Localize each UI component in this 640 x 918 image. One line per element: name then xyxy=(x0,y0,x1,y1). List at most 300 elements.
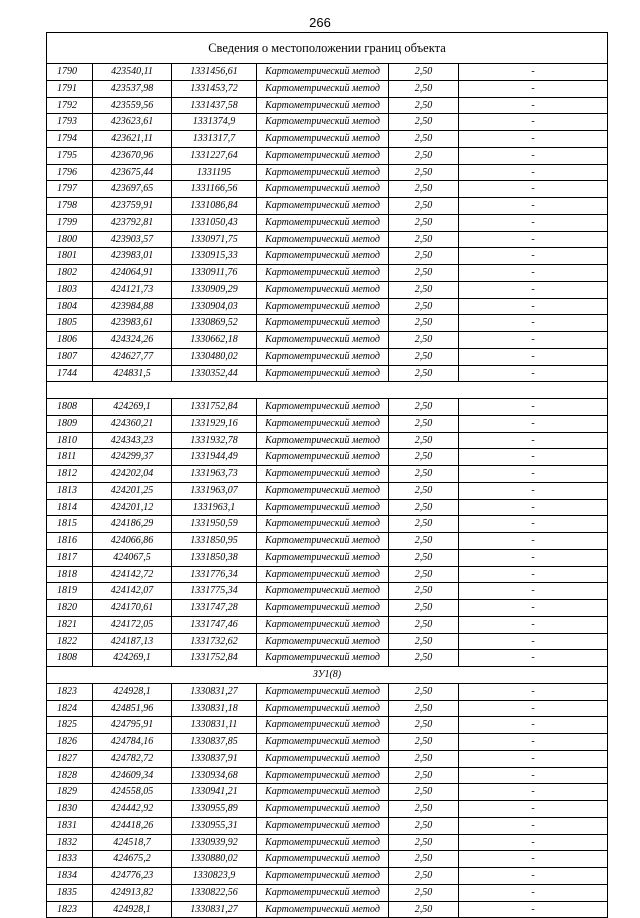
method-cell: Картометрический метод xyxy=(257,98,389,114)
method-cell: Картометрический метод xyxy=(257,567,389,583)
y-coordinate-cell: 1330662,18 xyxy=(172,332,257,348)
x-coordinate-cell: 423984,88 xyxy=(93,299,172,315)
accuracy-cell: 2,50 xyxy=(389,583,459,599)
description-cell: - xyxy=(531,551,535,563)
y-coordinate-cell: 1330955,89 xyxy=(172,801,257,817)
point-number-cell: 1823 xyxy=(47,684,93,700)
description-cell: - xyxy=(531,618,535,630)
table-row xyxy=(47,902,607,918)
table-row xyxy=(47,332,607,349)
table-row xyxy=(47,835,607,852)
point-number-cell: 1797 xyxy=(47,181,93,197)
accuracy-cell: 2,50 xyxy=(389,835,459,851)
x-coordinate-cell: 424609,34 xyxy=(93,768,172,784)
method-cell: Картометрический метод xyxy=(257,114,389,130)
x-coordinate-cell: 423697,65 xyxy=(93,181,172,197)
x-coordinate-cell: 424675,2 xyxy=(93,851,172,867)
description-cell: - xyxy=(531,250,535,262)
x-coordinate-cell: 424066,86 xyxy=(93,533,172,549)
method-cell: Картометрический метод xyxy=(257,466,389,482)
point-number-cell: 1824 xyxy=(47,701,93,717)
method-cell: Картометрический метод xyxy=(257,500,389,516)
y-coordinate-cell: 1330831,11 xyxy=(172,717,257,733)
point-number-cell: 1832 xyxy=(47,835,93,851)
description-cell: - xyxy=(531,350,535,362)
x-coordinate-cell: 424324,26 xyxy=(93,332,172,348)
accuracy-cell: 2,50 xyxy=(389,466,459,482)
y-coordinate-cell: 1331929,16 xyxy=(172,416,257,432)
table-row xyxy=(47,198,607,215)
point-number-cell: 1804 xyxy=(47,299,93,315)
method-cell: Картометрический метод xyxy=(257,282,389,298)
method-cell: Картометрический метод xyxy=(257,717,389,733)
accuracy-cell: 2,50 xyxy=(389,617,459,633)
table-row xyxy=(47,483,607,500)
y-coordinate-cell: 1330480,02 xyxy=(172,349,257,365)
x-coordinate-cell: 424067,5 xyxy=(93,550,172,566)
accuracy-cell: 2,50 xyxy=(389,248,459,264)
method-cell: Картометрический метод xyxy=(257,248,389,264)
x-coordinate-cell: 423792,81 xyxy=(93,215,172,231)
description-cell: - xyxy=(531,166,535,178)
description-cell: - xyxy=(531,233,535,245)
x-coordinate-cell: 423903,57 xyxy=(93,232,172,248)
method-cell: Картометрический метод xyxy=(257,768,389,784)
point-number-cell: 1834 xyxy=(47,868,93,884)
accuracy-cell: 2,50 xyxy=(389,902,459,918)
method-cell: Картометрический метод xyxy=(257,433,389,449)
method-cell: Картометрический метод xyxy=(257,198,389,214)
description-cell: - xyxy=(531,317,535,329)
accuracy-cell: 2,50 xyxy=(389,516,459,532)
description-cell: - xyxy=(531,819,535,831)
x-coordinate-cell: 424172,05 xyxy=(93,617,172,633)
point-number-cell: 1817 xyxy=(47,550,93,566)
method-cell: Картометрический метод xyxy=(257,366,389,382)
method-cell: Картометрический метод xyxy=(257,734,389,750)
accuracy-cell: 2,50 xyxy=(389,684,459,700)
accuracy-cell: 2,50 xyxy=(389,634,459,650)
accuracy-cell: 2,50 xyxy=(389,851,459,867)
table-row xyxy=(47,433,607,450)
description-cell: - xyxy=(531,300,535,312)
description-cell: - xyxy=(531,484,535,496)
table-row xyxy=(47,466,607,483)
description-cell: - xyxy=(531,853,535,865)
x-coordinate-cell: 423983,01 xyxy=(93,248,172,264)
accuracy-cell: 2,50 xyxy=(389,332,459,348)
y-coordinate-cell: 1330971,75 xyxy=(172,232,257,248)
table-row xyxy=(47,181,607,198)
table-title: Сведения о местоположении границ объекта xyxy=(47,33,607,64)
y-coordinate-cell: 1331317,7 xyxy=(172,131,257,147)
accuracy-cell: 2,50 xyxy=(389,751,459,767)
accuracy-cell: 2,50 xyxy=(389,600,459,616)
table-row xyxy=(47,265,607,282)
x-coordinate-cell: 424442,92 xyxy=(93,801,172,817)
table-row xyxy=(47,533,607,550)
table-row xyxy=(47,399,607,416)
x-coordinate-cell: 424142,72 xyxy=(93,567,172,583)
accuracy-cell: 2,50 xyxy=(389,550,459,566)
table-row xyxy=(47,768,607,785)
description-cell: - xyxy=(531,216,535,228)
y-coordinate-cell: 1330831,18 xyxy=(172,701,257,717)
description-cell: - xyxy=(531,149,535,161)
table-row xyxy=(47,282,607,299)
point-number-cell: 1805 xyxy=(47,315,93,331)
method-cell: Картометрический метод xyxy=(257,902,389,918)
page-number: 266 xyxy=(309,15,331,30)
point-number-cell: 1823 xyxy=(47,902,93,918)
table-row xyxy=(47,148,607,165)
y-coordinate-cell: 1331932,78 xyxy=(172,433,257,449)
method-cell: Картометрический метод xyxy=(257,315,389,331)
description-cell: - xyxy=(531,702,535,714)
point-number-cell: 1816 xyxy=(47,533,93,549)
y-coordinate-cell: 1330831,27 xyxy=(172,684,257,700)
method-cell: Картометрический метод xyxy=(257,684,389,700)
x-coordinate-cell: 424299,37 xyxy=(93,449,172,465)
point-number-cell: 1809 xyxy=(47,416,93,432)
method-cell: Картометрический метод xyxy=(257,751,389,767)
point-number-cell: 1831 xyxy=(47,818,93,834)
y-coordinate-cell: 1331732,62 xyxy=(172,634,257,650)
x-coordinate-cell: 424627,77 xyxy=(93,349,172,365)
x-coordinate-cell: 424928,1 xyxy=(93,902,172,918)
accuracy-cell: 2,50 xyxy=(389,768,459,784)
x-coordinate-cell: 423670,96 xyxy=(93,148,172,164)
description-cell: - xyxy=(531,769,535,781)
description-cell: - xyxy=(531,518,535,530)
description-cell: - xyxy=(531,334,535,345)
accuracy-cell: 2,50 xyxy=(389,366,459,382)
table-row xyxy=(47,567,607,584)
x-coordinate-cell: 424269,1 xyxy=(93,399,172,415)
table-row xyxy=(47,299,607,316)
accuracy-cell: 2,50 xyxy=(389,801,459,817)
description-cell: - xyxy=(531,870,535,881)
x-coordinate-cell: 424170,61 xyxy=(93,600,172,616)
point-number-cell: 1822 xyxy=(47,634,93,650)
description-cell: - xyxy=(531,736,535,747)
table-row xyxy=(47,684,607,701)
table-row xyxy=(47,416,607,433)
point-number-cell: 1828 xyxy=(47,768,93,784)
point-number-cell: 1799 xyxy=(47,215,93,231)
point-number-cell: 1791 xyxy=(47,81,93,97)
point-number-cell: 1793 xyxy=(47,114,93,130)
description-cell: - xyxy=(531,752,535,764)
x-coordinate-cell: 424142,07 xyxy=(93,583,172,599)
method-cell: Картометрический метод xyxy=(257,232,389,248)
x-coordinate-cell: 424784,16 xyxy=(93,734,172,750)
x-coordinate-cell: 424187,13 xyxy=(93,634,172,650)
y-coordinate-cell: 1331050,43 xyxy=(172,215,257,231)
method-cell: Картометрический метод xyxy=(257,784,389,800)
method-cell: Картометрический метод xyxy=(257,299,389,315)
method-cell: Картометрический метод xyxy=(257,583,389,599)
y-coordinate-cell: 1330904,03 xyxy=(172,299,257,315)
description-cell: - xyxy=(531,133,535,144)
method-cell: Картометрический метод xyxy=(257,868,389,884)
description-cell: - xyxy=(531,685,535,697)
table-row xyxy=(47,315,607,332)
x-coordinate-cell: 424776,23 xyxy=(93,868,172,884)
method-cell: Картометрический метод xyxy=(257,349,389,365)
x-coordinate-cell: 423559,56 xyxy=(93,98,172,114)
point-number-cell: 1814 xyxy=(47,500,93,516)
x-coordinate-cell: 424928,1 xyxy=(93,684,172,700)
accuracy-cell: 2,50 xyxy=(389,483,459,499)
accuracy-cell: 2,50 xyxy=(389,885,459,901)
method-cell: Картометрический метод xyxy=(257,416,389,432)
y-coordinate-cell: 1330880,02 xyxy=(172,851,257,867)
description-cell: - xyxy=(531,417,535,429)
table-row xyxy=(47,81,607,98)
table-row xyxy=(47,449,607,466)
y-coordinate-cell: 1330939,92 xyxy=(172,835,257,851)
table-row xyxy=(47,617,607,634)
point-number-cell: 1819 xyxy=(47,583,93,599)
y-coordinate-cell: 1331775,34 xyxy=(172,583,257,599)
point-number-cell: 1813 xyxy=(47,483,93,499)
y-coordinate-cell: 1331456,61 xyxy=(172,64,257,80)
point-number-cell: 1826 xyxy=(47,734,93,750)
accuracy-cell: 2,50 xyxy=(389,215,459,231)
point-number-cell: 1821 xyxy=(47,617,93,633)
method-cell: Картометрический метод xyxy=(257,181,389,197)
method-cell: Картометрический метод xyxy=(257,818,389,834)
point-number-cell: 1808 xyxy=(47,399,93,415)
x-coordinate-cell: 424186,29 xyxy=(93,516,172,532)
method-cell: Картометрический метод xyxy=(257,851,389,867)
accuracy-cell: 2,50 xyxy=(389,282,459,298)
method-cell: Картометрический метод xyxy=(257,650,389,666)
table-row xyxy=(47,734,607,751)
point-number-cell: 1810 xyxy=(47,433,93,449)
method-cell: Картометрический метод xyxy=(257,64,389,80)
y-coordinate-cell: 1331752,84 xyxy=(172,399,257,415)
table-row xyxy=(47,98,607,115)
table-row xyxy=(47,650,607,667)
y-coordinate-cell: 1331437,58 xyxy=(172,98,257,114)
accuracy-cell: 2,50 xyxy=(389,131,459,147)
x-coordinate-cell: 424202,04 xyxy=(93,466,172,482)
description-cell: - xyxy=(531,367,535,379)
table-row xyxy=(47,600,607,617)
boundary-table xyxy=(46,32,608,918)
point-number-cell: 1812 xyxy=(47,466,93,482)
y-coordinate-cell: 1330822,56 xyxy=(172,885,257,901)
table-row xyxy=(47,248,607,265)
y-coordinate-cell: 1331752,84 xyxy=(172,650,257,666)
description-cell: - xyxy=(531,635,535,647)
y-coordinate-cell: 1330837,91 xyxy=(172,751,257,767)
table-row xyxy=(47,232,607,249)
description-cell: - xyxy=(531,602,535,613)
accuracy-cell: 2,50 xyxy=(389,717,459,733)
y-coordinate-cell: 1331195 xyxy=(172,165,257,181)
point-number-cell: 1808 xyxy=(47,650,93,666)
y-coordinate-cell: 1331747,46 xyxy=(172,617,257,633)
y-coordinate-cell: 1330915,33 xyxy=(172,248,257,264)
accuracy-cell: 2,50 xyxy=(389,81,459,97)
point-number-cell: 1820 xyxy=(47,600,93,616)
y-coordinate-cell: 1330941,21 xyxy=(172,784,257,800)
method-cell: Картометрический метод xyxy=(257,634,389,650)
accuracy-cell: 2,50 xyxy=(389,784,459,800)
accuracy-cell: 2,50 xyxy=(389,232,459,248)
method-cell: Картометрический метод xyxy=(257,533,389,549)
method-cell: Картометрический метод xyxy=(257,215,389,231)
y-coordinate-cell: 1331374,9 xyxy=(172,114,257,130)
method-cell: Картометрический метод xyxy=(257,550,389,566)
table-row xyxy=(47,215,607,232)
description-cell: - xyxy=(531,267,535,278)
method-cell: Картометрический метод xyxy=(257,885,389,901)
accuracy-cell: 2,50 xyxy=(389,399,459,415)
x-coordinate-cell: 424418,26 xyxy=(93,818,172,834)
x-coordinate-cell: 423621,11 xyxy=(93,131,172,147)
description-cell: - xyxy=(531,451,535,463)
accuracy-cell: 2,50 xyxy=(389,315,459,331)
description-cell: - xyxy=(531,836,535,848)
section-separator xyxy=(47,382,607,399)
y-coordinate-cell: 1331944,49 xyxy=(172,449,257,465)
x-coordinate-cell: 424201,25 xyxy=(93,483,172,499)
table-row xyxy=(47,114,607,131)
x-coordinate-cell: 423537,98 xyxy=(93,81,172,97)
y-coordinate-cell: 1331963,07 xyxy=(172,483,257,499)
point-number-cell: 1800 xyxy=(47,232,93,248)
table-row xyxy=(47,516,607,533)
point-number-cell: 1792 xyxy=(47,98,93,114)
x-coordinate-cell: 424518,7 xyxy=(93,835,172,851)
table-row xyxy=(47,550,607,567)
point-number-cell: 1801 xyxy=(47,248,93,264)
accuracy-cell: 2,50 xyxy=(389,349,459,365)
description-cell: - xyxy=(531,803,535,814)
x-coordinate-cell: 423675,44 xyxy=(93,165,172,181)
table-body xyxy=(47,64,607,917)
description-cell: - xyxy=(531,82,535,94)
table-row xyxy=(47,851,607,868)
accuracy-cell: 2,50 xyxy=(389,567,459,583)
point-number-cell: 1827 xyxy=(47,751,93,767)
description-cell: - xyxy=(531,886,535,898)
method-cell: Картометрический метод xyxy=(257,265,389,281)
table-row xyxy=(47,868,607,885)
point-number-cell: 1835 xyxy=(47,885,93,901)
y-coordinate-cell: 1330955,31 xyxy=(172,818,257,834)
point-number-cell: 1798 xyxy=(47,198,93,214)
accuracy-cell: 2,50 xyxy=(389,165,459,181)
x-coordinate-cell: 424913,82 xyxy=(93,885,172,901)
method-cell: Картометрический метод xyxy=(257,148,389,164)
point-number-cell: 1818 xyxy=(47,567,93,583)
method-cell: Картометрический метод xyxy=(257,600,389,616)
method-cell: Картометрический метод xyxy=(257,835,389,851)
point-number-cell: 1815 xyxy=(47,516,93,532)
accuracy-cell: 2,50 xyxy=(389,265,459,281)
point-number-cell: 1790 xyxy=(47,64,93,80)
y-coordinate-cell: 1331850,38 xyxy=(172,550,257,566)
accuracy-cell: 2,50 xyxy=(389,818,459,834)
accuracy-cell: 2,50 xyxy=(389,299,459,315)
table-row xyxy=(47,349,607,366)
method-cell: Картометрический метод xyxy=(257,399,389,415)
description-cell: - xyxy=(531,116,535,128)
table-row xyxy=(47,801,607,818)
point-number-cell: 1830 xyxy=(47,801,93,817)
x-coordinate-cell: 423759,91 xyxy=(93,198,172,214)
point-number-cell: 1806 xyxy=(47,332,93,348)
point-number-cell: 1794 xyxy=(47,131,93,147)
x-coordinate-cell: 424831,5 xyxy=(93,366,172,382)
x-coordinate-cell: 424558,05 xyxy=(93,784,172,800)
point-number-cell: 1825 xyxy=(47,717,93,733)
table-row xyxy=(47,634,607,651)
method-cell: Картометрический метод xyxy=(257,701,389,717)
table-row xyxy=(47,500,607,517)
accuracy-cell: 2,50 xyxy=(389,500,459,516)
table-row xyxy=(47,701,607,718)
y-coordinate-cell: 1331776,34 xyxy=(172,567,257,583)
description-cell: - xyxy=(531,200,535,211)
y-coordinate-cell: 1330934,68 xyxy=(172,768,257,784)
y-coordinate-cell: 1331227,64 xyxy=(172,148,257,164)
description-cell: - xyxy=(531,66,535,77)
y-coordinate-cell: 1331453,72 xyxy=(172,81,257,97)
method-cell: Картометрический метод xyxy=(257,483,389,499)
description-cell: - xyxy=(531,401,535,412)
y-coordinate-cell: 1331963,1 xyxy=(172,500,257,516)
method-cell: Картометрический метод xyxy=(257,516,389,532)
y-coordinate-cell: 1330909,29 xyxy=(172,282,257,298)
y-coordinate-cell: 1330837,85 xyxy=(172,734,257,750)
description-cell: - xyxy=(531,568,535,580)
method-cell: Картометрический метод xyxy=(257,165,389,181)
accuracy-cell: 2,50 xyxy=(389,701,459,717)
x-coordinate-cell: 423623,61 xyxy=(93,114,172,130)
x-coordinate-cell: 424360,21 xyxy=(93,416,172,432)
accuracy-cell: 2,50 xyxy=(389,868,459,884)
point-number-cell: 1796 xyxy=(47,165,93,181)
point-number-cell: 1802 xyxy=(47,265,93,281)
description-cell: - xyxy=(531,283,535,295)
accuracy-cell: 2,50 xyxy=(389,433,459,449)
method-cell: Картометрический метод xyxy=(257,801,389,817)
y-coordinate-cell: 1330352,44 xyxy=(172,366,257,382)
table-row xyxy=(47,885,607,902)
y-coordinate-cell: 1330831,27 xyxy=(172,902,257,918)
description-cell: - xyxy=(531,99,535,111)
description-cell: - xyxy=(531,535,535,546)
y-coordinate-cell: 1331086,84 xyxy=(172,198,257,214)
table-row xyxy=(47,751,607,768)
description-cell: - xyxy=(531,434,535,446)
x-coordinate-cell: 424343,23 xyxy=(93,433,172,449)
point-number-cell: 1744 xyxy=(47,366,93,382)
accuracy-cell: 2,50 xyxy=(389,416,459,432)
table-row xyxy=(47,583,607,600)
x-coordinate-cell: 424269,1 xyxy=(93,650,172,666)
method-cell: Картометрический метод xyxy=(257,332,389,348)
point-number-cell: 1833 xyxy=(47,851,93,867)
description-cell: - xyxy=(531,183,535,195)
table-row xyxy=(47,64,607,81)
